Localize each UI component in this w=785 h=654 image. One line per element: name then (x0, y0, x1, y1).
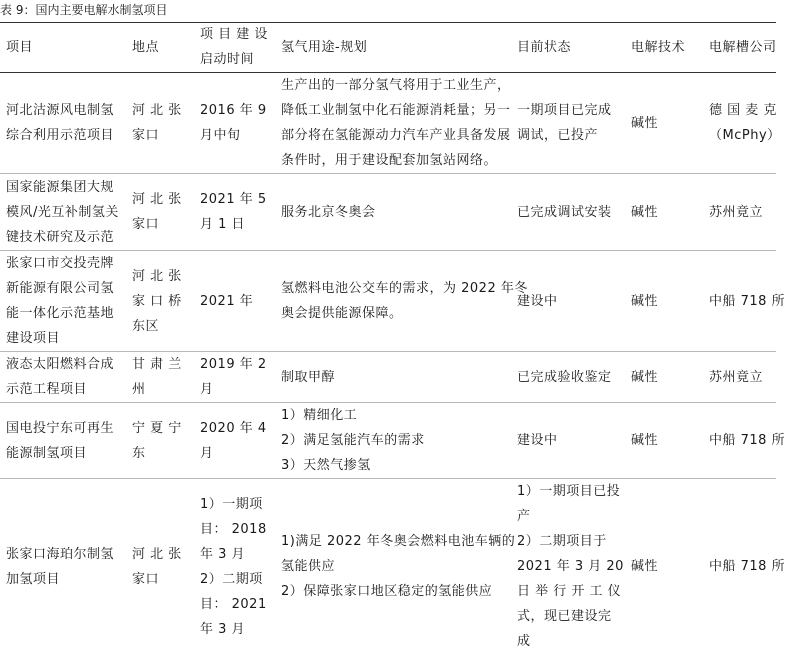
cell-line: 生产出的一部分氢气将用于工业生产， (281, 73, 505, 98)
cell-location (126, 73, 194, 174)
header-start-time (194, 22, 275, 73)
cell-line: 目： 2018 (200, 517, 269, 542)
table-row (0, 479, 776, 654)
cell-line: 模风/光互补制氢关 (6, 200, 120, 225)
cell-line: 国电投宁东可再生 (6, 416, 120, 441)
cell-location (126, 174, 194, 251)
cell-electrolyzer-company (703, 352, 776, 403)
cell-line: 碱性 (631, 554, 697, 579)
header-electrolysis-tech (625, 22, 703, 73)
cell-line: 1）精细化工 (281, 403, 505, 428)
cell-line: 2021 年 3 月 20 (517, 554, 619, 579)
cell-line: 碱性 (631, 200, 697, 225)
cell-line: 甘 肃 兰 (132, 352, 188, 377)
cell-line: 建设中 (517, 289, 619, 314)
cell-line: 已完成调试安装 (517, 200, 619, 225)
cell-line: 碱性 (631, 428, 697, 453)
cell-line: 月中旬 (200, 123, 269, 148)
cell-status (511, 479, 625, 654)
cell-status (511, 251, 625, 352)
cell-line: 日 举 行 开 工 仪 (517, 579, 619, 604)
cell-line: 2）二期项目于 (517, 529, 619, 554)
cell-line: 碱性 (631, 365, 697, 390)
cell-line: 中船 718 所 (709, 428, 770, 453)
cell-line: 1）一期项目已投 (517, 479, 619, 504)
table-row (0, 403, 776, 479)
cell-line: 2021 年 (200, 289, 269, 314)
cell-line: 家 口 桥 (132, 289, 188, 314)
cell-electrolysis-tech (625, 251, 703, 352)
cell-line: 2）保障张家口地区稳定的氢能供应 (281, 579, 505, 604)
cell-electrolyzer-company (703, 479, 776, 654)
cell-line: 部分将在氢能源动力汽车产业具备发展 (281, 123, 505, 148)
table-row (0, 174, 776, 251)
cell-line: 启动时间 (200, 47, 269, 72)
cell-line: 家口 (132, 123, 188, 148)
cell-location (126, 403, 194, 479)
cell-line: 国家能源集团大规 (6, 175, 120, 200)
cell-electrolyzer-company (703, 403, 776, 479)
header-status (511, 22, 625, 73)
cell-status (511, 352, 625, 403)
cell-line: 月 1 日 (200, 212, 269, 237)
cell-line: 建设项目 (6, 326, 120, 351)
cell-line: 产 (517, 504, 619, 529)
cell-line: 州 (132, 377, 188, 402)
cell-line: 张家口市交投壳牌 (6, 251, 120, 276)
cell-line: 年 3 月 (200, 542, 269, 567)
cell-start-time (194, 251, 275, 352)
cell-line: 氢燃料电池公交车的需求，为 2022 年冬 (281, 276, 505, 301)
cell-line: 2019 年 2 (200, 352, 269, 377)
cell-line: 地点 (132, 35, 188, 60)
cell-status (511, 73, 625, 174)
cell-line: 式，现已建设完 (517, 604, 619, 629)
cell-line: 苏州竟立 (709, 365, 770, 390)
cell-line: 已完成验收鉴定 (517, 365, 619, 390)
cell-line: 键技术研究及示范 (6, 225, 120, 250)
cell-line: 一期项目已完成 (517, 98, 619, 123)
cell-project (0, 251, 126, 352)
cell-start-time (194, 352, 275, 403)
hydrogen-projects-table (0, 22, 776, 654)
cell-hydrogen-use (275, 352, 511, 403)
cell-line: 加氢项目 (6, 567, 120, 592)
cell-line: 河北沽源风电制氢 (6, 98, 120, 123)
cell-line: 碱性 (631, 111, 697, 136)
cell-line: 2）二期项 (200, 567, 269, 592)
cell-line: 河 北 张 (132, 187, 188, 212)
table-body (0, 73, 776, 654)
cell-line: 2016 年 9 (200, 98, 269, 123)
cell-electrolysis-tech (625, 73, 703, 174)
cell-line: 电解技术 (631, 35, 697, 60)
cell-line: 目： 2021 (200, 592, 269, 617)
cell-line: 苏州竟立 (709, 200, 770, 225)
cell-project (0, 174, 126, 251)
header-location (126, 22, 194, 73)
cell-line: 2021 年 5 (200, 187, 269, 212)
cell-start-time (194, 403, 275, 479)
cell-line: 电解槽公司 (709, 35, 770, 60)
cell-line: 月 (200, 441, 269, 466)
cell-line: 目前状态 (517, 35, 619, 60)
cell-line: 服务北京冬奥会 (281, 200, 505, 225)
cell-hydrogen-use (275, 73, 511, 174)
cell-line: 成 (517, 629, 619, 654)
cell-electrolysis-tech (625, 403, 703, 479)
cell-line: 条件时，用于建设配套加氢站网络。 (281, 148, 505, 173)
cell-line: 氢能供应 (281, 554, 505, 579)
cell-project (0, 403, 126, 479)
cell-line: 宁 夏 宁 (132, 416, 188, 441)
header-hydrogen-use (275, 22, 511, 73)
cell-start-time (194, 174, 275, 251)
cell-line: 河 北 张 (132, 542, 188, 567)
cell-line: 1)满足 2022 年冬奥会燃料电池车辆的 (281, 529, 505, 554)
cell-status (511, 403, 625, 479)
cell-line: 东区 (132, 314, 188, 339)
table-row (0, 352, 776, 403)
cell-electrolysis-tech (625, 352, 703, 403)
cell-line: 能一体化示范基地 (6, 301, 120, 326)
cell-location (126, 251, 194, 352)
cell-line: 项 目 建 设 (200, 22, 269, 47)
cell-electrolyzer-company (703, 251, 776, 352)
cell-hydrogen-use (275, 479, 511, 654)
cell-line: 新能源有限公司氢 (6, 276, 120, 301)
cell-start-time (194, 73, 275, 174)
table-row (0, 251, 776, 352)
cell-project (0, 352, 126, 403)
cell-line: 建设中 (517, 428, 619, 453)
cell-location (126, 479, 194, 654)
cell-line: 奥会提供能源保障。 (281, 301, 505, 326)
cell-electrolysis-tech (625, 479, 703, 654)
cell-line: 中船 718 所 (709, 554, 770, 579)
cell-line: 3）天然气掺氢 (281, 453, 505, 478)
cell-line: 河 北 张 (132, 98, 188, 123)
cell-line: 项目 (6, 35, 120, 60)
cell-line: 河 北 张 (132, 264, 188, 289)
cell-line: （McPhy） (709, 123, 770, 148)
cell-line: 1）一期项 (200, 492, 269, 517)
header-row (0, 22, 776, 73)
table-row (0, 73, 776, 174)
header-electrolyzer-company (703, 22, 776, 73)
cell-location (126, 352, 194, 403)
cell-line: 2020 年 4 (200, 416, 269, 441)
cell-line: 东 (132, 441, 188, 466)
cell-hydrogen-use (275, 251, 511, 352)
header-project (0, 22, 126, 73)
cell-line: 氢气用途-规划 (281, 35, 505, 60)
cell-line: 综合利用示范项目 (6, 123, 120, 148)
cell-line: 碱性 (631, 289, 697, 314)
cell-line: 中船 718 所 (709, 289, 770, 314)
cell-status (511, 174, 625, 251)
cell-line: 降低工业制氢中化石能源消耗量；另一 (281, 98, 505, 123)
cell-hydrogen-use (275, 174, 511, 251)
cell-line: 示范工程项目 (6, 377, 120, 402)
cell-electrolyzer-company (703, 174, 776, 251)
cell-line: 家口 (132, 212, 188, 237)
cell-project (0, 73, 126, 174)
cell-line: 家口 (132, 567, 188, 592)
cell-line: 德 国 麦 克 (709, 98, 770, 123)
cell-hydrogen-use (275, 403, 511, 479)
cell-electrolyzer-company (703, 73, 776, 174)
cell-line: 张家口海珀尔制氢 (6, 542, 120, 567)
cell-project (0, 479, 126, 654)
table-caption: 表 9：国内主要电解水制氢项目 (0, 0, 776, 23)
cell-line: 调试，已投产 (517, 123, 619, 148)
cell-line: 能源制氢项目 (6, 441, 120, 466)
cell-electrolysis-tech (625, 174, 703, 251)
cell-line: 制取甲醇 (281, 365, 505, 390)
cell-line: 年 3 月 (200, 617, 269, 642)
cell-start-time (194, 479, 275, 654)
cell-line: 液态太阳燃料合成 (6, 352, 120, 377)
cell-line: 月 (200, 377, 269, 402)
cell-line: 2）满足氢能汽车的需求 (281, 428, 505, 453)
